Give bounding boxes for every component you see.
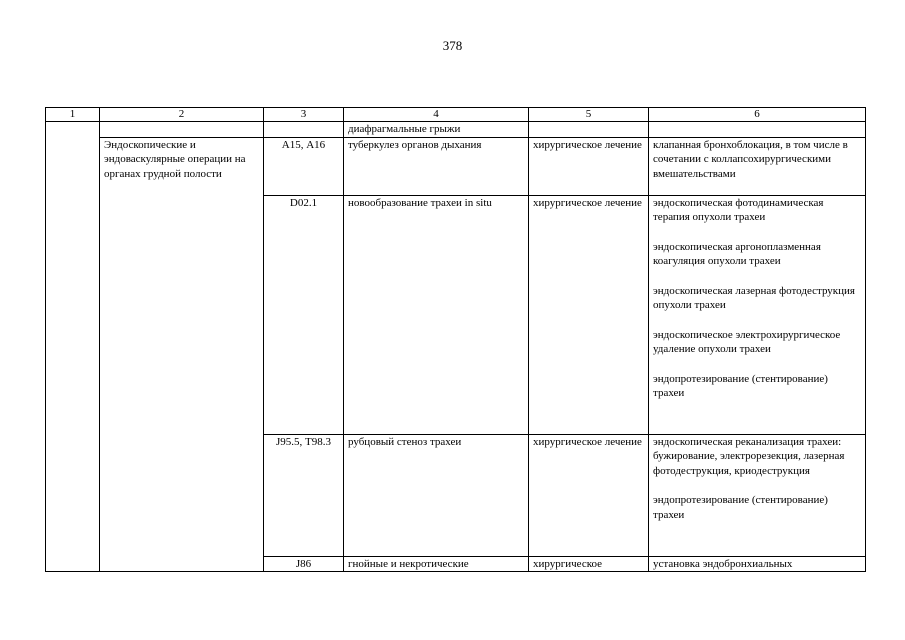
header-row [46,108,866,122]
icd-code-cell: J95.5, Т98.3 [264,434,344,556]
header-col-4: 4 [344,108,529,122]
cell-col-5-empty [529,122,649,138]
diagnosis-cell: новообразование трахеи in situ [344,195,529,434]
table-row-continuation [46,122,866,138]
method-item: эндопротезирование (стентирование) трахеи [653,372,828,399]
treatment-method-cell [649,195,866,434]
cell-col-2-empty [100,122,264,138]
icd-code-cell: J86 [264,556,344,572]
treatment-method-cell [649,434,866,556]
group-name-cell: Эндоскопические и эндоваскулярные операции на органах грудной полости [100,137,264,572]
cell-col-6-empty [649,122,866,138]
method-item: эндоскопическая аргоноплазменная коагуляция опухоли трахеи [653,240,821,267]
diagnosis-cell: гнойные и некротические [344,556,529,572]
diagnosis-cell: туберкулез органов дыхания [344,137,529,195]
header-col-5: 5 [529,108,649,122]
treatment-method-cell: установка эндобронхиальных [649,556,866,572]
method-item: эндоскопическая лазерная фотодеструкция опухоли трахеи [653,284,855,311]
diagnosis-cell: рубцовый стеноз трахеи [344,434,529,556]
icd-code-cell: А15, А16 [264,137,344,195]
method-item: эндоскопическое электрохирургическое удаление опухоли трахеи [653,328,841,355]
treatment-method-cell: клапанная бронхоблокация, в том числе в сочетании с коллапсохирургическими вмешательствами [649,137,866,195]
treatment-type-cell: хирургическое лечение [529,434,649,556]
page-number: 378 [442,38,463,53]
treatment-type-cell: хирургическое [529,556,649,572]
header-col-3: 3 [264,108,344,122]
medical-care-table [45,107,866,572]
method-item: эндопротезирование (стентирование) трахеи [653,494,828,521]
cell-continuation-diagnosis: диафрагмальные грыжи [344,122,529,138]
method-item: эндоскопическая фотодинамическая терапия опухоли трахеи [653,196,824,223]
cell-col-3-empty [264,122,344,138]
cell-col-1-empty [46,122,100,572]
treatment-type-cell: хирургическое лечение [529,137,649,195]
header-col-6: 6 [649,108,866,122]
method-item: эндоскопическая реканализация трахеи: бужирование, электрорезекция, лазерная фотодеструкция, криодеструкция [653,435,845,477]
icd-code-cell: D02.1 [264,195,344,434]
header-col-1: 1 [46,108,100,122]
treatment-type-cell: хирургическое лечение [529,195,649,434]
table-row [46,137,866,195]
header-col-2: 2 [100,108,264,122]
